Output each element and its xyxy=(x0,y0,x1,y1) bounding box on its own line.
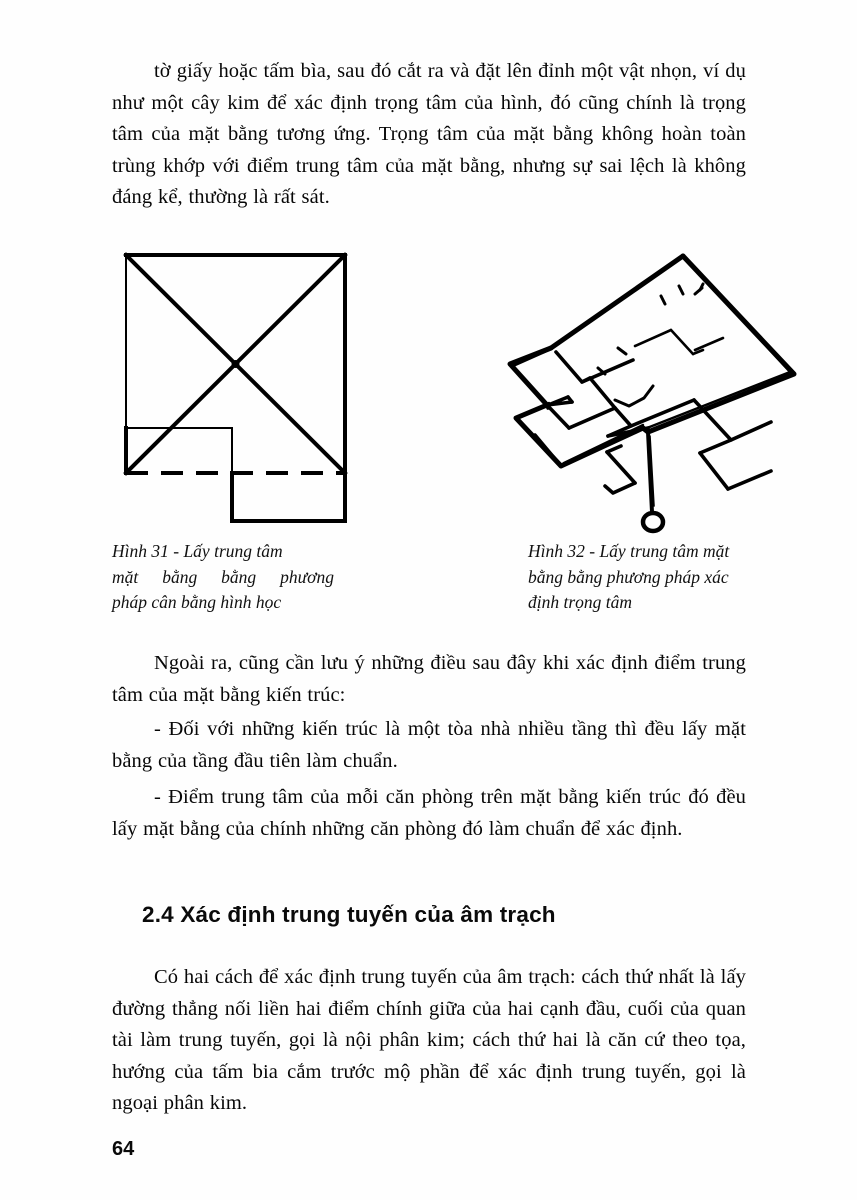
page-number: 64 xyxy=(112,1138,135,1160)
section-heading: 2.4 Xác định trung tuyến của âm trạch xyxy=(142,902,556,927)
caption-line: Hình 31 - Lấy trung tâm xyxy=(112,541,283,561)
paragraph-last: Có hai cách để xác định trung tuyến của âm trạch: cách thứ nhất là lấy đường thẳng nối liền hai điểm chính giữa của hai cạnh đầu, cuối của quan tài làm trung tuyến, gọi là nội phân kim; cách thứ hai là căn cứ theo tọa, hướng của tấm bia cắm trước mộ phần để xác định trung tuyến, gọi là ngoại phân kim. xyxy=(112,966,746,1114)
figure-hinh-31 xyxy=(112,240,382,535)
paragraph-note: Ngoài ra, cũng cần lưu ý những điều sau đây khi xác định điểm trung tâm của mặt bằng kiến trúc: xyxy=(112,652,746,706)
caption-hinh-31 xyxy=(112,539,334,616)
needle-ring xyxy=(643,513,663,531)
caption-line: định trọng tâm xyxy=(528,592,633,612)
centroid-point xyxy=(232,360,240,368)
hinh-32-drawing xyxy=(455,250,800,540)
figure-hinh-32 xyxy=(455,250,800,540)
paragraph-top: tờ giấy hoặc tấm bìa, sau đó cắt ra và đặt lên đỉnh một vật nhọn, ví dụ như một cây kim để xác định trọng tâm của hình, đó cũng chính là trọng tâm của mặt bằng tương ứng. Trọng tâm của mặt bằng không hoàn toàn trùng khớp với điểm trung tâm của mặt bằng, nhưng sự sai lệch là không đáng kể, thường là rất sát. xyxy=(112,60,746,208)
caption-line: mặt bằng bằng phương xyxy=(112,566,334,587)
paragraph-bullet-1: - Đối với những kiến trúc là một tòa nhà nhiều tầng thì đều lấy mặt bằng của tầng đầu tiên làm chuẩn. xyxy=(112,718,746,772)
caption-line: Hình 32 - Lấy trung tâm mặt xyxy=(528,541,730,561)
caption-line: bằng bằng phương pháp xác xyxy=(528,566,729,587)
paragraph-bullet-2: - Điểm trung tâm của mỗi căn phòng trên mặt bằng kiến trúc đó đều lấy mặt bằng của chính những căn phòng đó làm chuẩn để xác định. xyxy=(112,786,746,840)
hinh-31-drawing xyxy=(112,240,382,535)
needle-pin xyxy=(643,432,663,531)
caption-line: pháp cân bằng hình học xyxy=(112,592,282,612)
caption-hinh-32 xyxy=(528,539,756,616)
